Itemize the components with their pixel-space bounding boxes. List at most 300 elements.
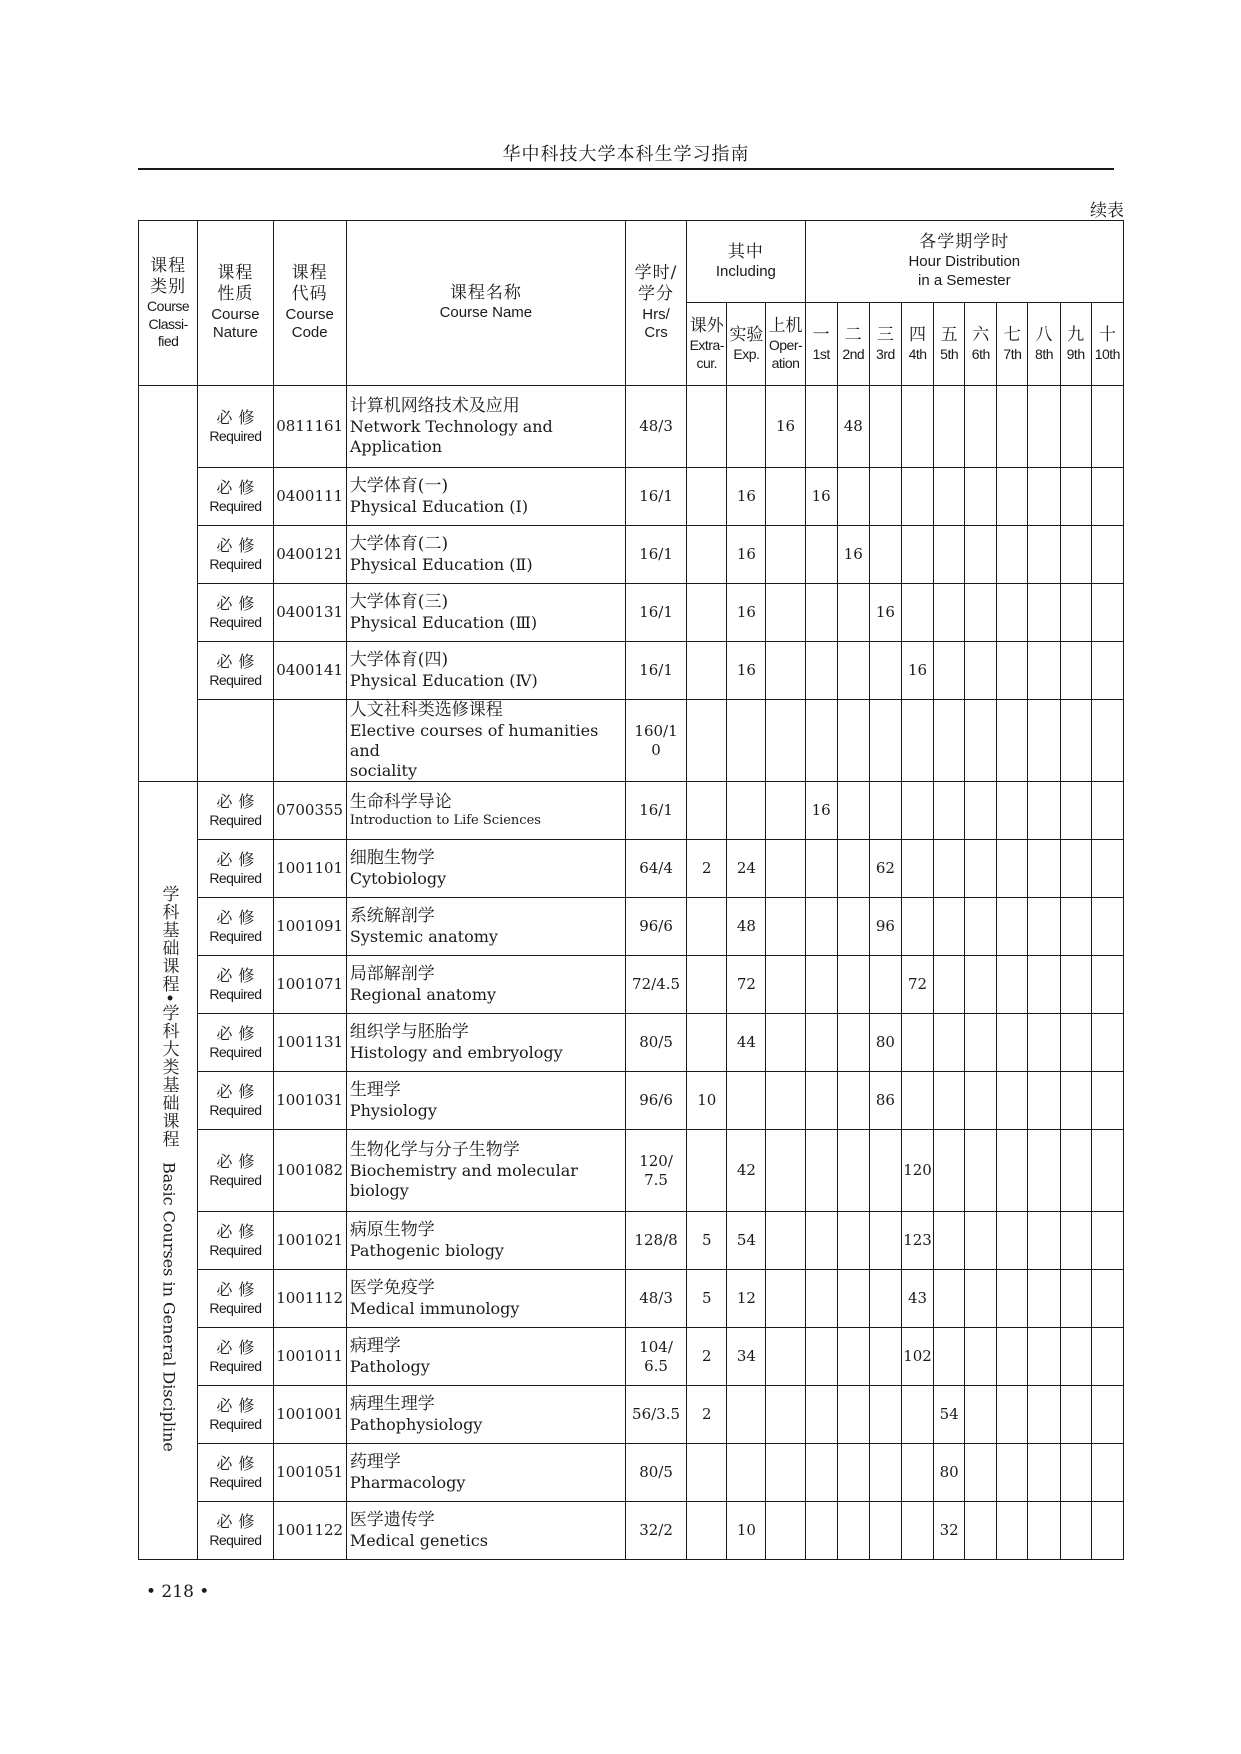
semester-cell — [1028, 642, 1060, 700]
header-semester: 三 3rd — [869, 303, 901, 386]
semester-cell: 32 — [934, 1502, 965, 1560]
nature-cell — [198, 898, 273, 956]
course-name-en-cont: sociality — [349, 761, 417, 781]
hours-cell — [625, 526, 686, 584]
semester-cell — [934, 1270, 965, 1328]
course-name-cell — [346, 898, 625, 956]
semester-cell — [965, 1502, 997, 1560]
code-cell: 1001051 — [273, 1444, 346, 1502]
semester-cell — [965, 782, 997, 840]
header-code: 课程 代码 Course Code — [273, 221, 346, 386]
semester-cell — [997, 1386, 1028, 1444]
semester-cell — [869, 1130, 901, 1212]
nature-en: Required — [209, 1532, 262, 1548]
table-row — [139, 1212, 1124, 1270]
header-rule — [138, 168, 1114, 170]
code-cell: 1001031 — [273, 1072, 346, 1130]
extra-cell: 5 — [687, 1270, 727, 1328]
semester-cell — [1028, 1072, 1060, 1130]
exp-cell — [727, 1444, 766, 1502]
semester-cell — [934, 898, 965, 956]
hours-value: 128/8 — [634, 1231, 678, 1250]
nature-zh: 必修 — [216, 1338, 261, 1357]
course-name-en: Physiology — [349, 1101, 437, 1121]
course-name-zh: 病原生物学 — [349, 1220, 435, 1241]
semester-cell — [1091, 1130, 1123, 1212]
code-cell: 1001091 — [273, 898, 346, 956]
extra-cell: 2 — [687, 1386, 727, 1444]
semester-cell — [869, 1444, 901, 1502]
oper-cell — [766, 1072, 805, 1130]
extra-cell — [687, 526, 727, 584]
exp-cell: 44 — [727, 1014, 766, 1072]
table-row — [139, 840, 1124, 898]
course-name-en: Medical genetics — [349, 1531, 488, 1551]
semester-cell — [869, 1386, 901, 1444]
course-name-cell — [346, 840, 625, 898]
header-oper: 上机 Oper- ation — [766, 303, 805, 386]
nature-en: Required — [209, 1358, 262, 1374]
semester-cell — [965, 700, 997, 782]
course-table — [138, 220, 1124, 1560]
semester-cell — [1028, 1502, 1060, 1560]
semester-cell — [934, 782, 965, 840]
code-cell: 0400131 — [273, 584, 346, 642]
course-name-en: Biochemistry and molecular — [349, 1161, 578, 1181]
nature-zh: 必修 — [216, 850, 261, 869]
semester-cell — [837, 584, 869, 642]
semester-cell — [869, 386, 901, 468]
semester-cell — [837, 1328, 869, 1386]
nature-en: Required — [209, 1102, 262, 1118]
semester-cell — [997, 1328, 1028, 1386]
exp-cell: 10 — [727, 1502, 766, 1560]
course-name-zh: 医学免疫学 — [349, 1278, 435, 1299]
semester-cell: 16 — [869, 584, 901, 642]
nature-zh: 必修 — [216, 1396, 261, 1415]
header-semester: 八 8th — [1028, 303, 1060, 386]
semester-cell — [1060, 1270, 1091, 1328]
semester-cell — [805, 584, 837, 642]
semester-cell — [934, 1014, 965, 1072]
nature-en: Required — [209, 1044, 262, 1060]
course-name-zh: 大学体育(三) — [349, 591, 449, 612]
semester-cell — [805, 1014, 837, 1072]
header-semester: 七 7th — [997, 303, 1028, 386]
semester-cell — [965, 642, 997, 700]
code-cell: 1001131 — [273, 1014, 346, 1072]
exp-cell — [727, 700, 766, 782]
course-name-en: Pathology — [349, 1357, 430, 1377]
code-cell: 0400121 — [273, 526, 346, 584]
hours-value: 72/4.5 — [632, 975, 681, 994]
nature-en: Required — [209, 613, 262, 630]
course-name-en: Physical Education (Ⅳ) — [349, 671, 538, 691]
semester-cell — [901, 1072, 933, 1130]
semester-cell — [1060, 584, 1091, 642]
oper-cell — [766, 526, 805, 584]
semester-cell — [965, 1130, 997, 1212]
course-name-en-cont: biology — [349, 1181, 409, 1201]
nature-zh: 必修 — [216, 1152, 261, 1171]
oper-cell — [766, 700, 805, 782]
semester-cell — [1060, 1072, 1091, 1130]
semester-cell — [901, 1444, 933, 1502]
semester-cell — [805, 526, 837, 584]
course-name-en: Pathogenic biology — [349, 1241, 504, 1261]
semester-cell — [1028, 840, 1060, 898]
table-row — [139, 898, 1124, 956]
semester-cell — [837, 782, 869, 840]
oper-cell — [766, 898, 805, 956]
table-row — [139, 956, 1124, 1014]
semester-cell — [1060, 1014, 1091, 1072]
semester-cell — [869, 782, 901, 840]
table-row — [139, 782, 1124, 840]
semester-cell — [1028, 956, 1060, 1014]
semester-cell — [965, 468, 997, 526]
header-category: 课程 类别 Course Classi- fied — [139, 221, 198, 386]
semester-cell — [837, 468, 869, 526]
semester-cell — [934, 700, 965, 782]
course-name-zh: 大学体育(一) — [349, 475, 449, 496]
exp-cell — [727, 386, 766, 468]
running-head: 华中科技大学本科生学习指南 — [502, 144, 750, 165]
semester-cell — [805, 642, 837, 700]
semester-cell: 123 — [901, 1212, 933, 1270]
hours-value: 16/1 — [639, 801, 673, 820]
table-row — [139, 1130, 1124, 1212]
page-number: • 218 • — [146, 1582, 210, 1602]
semester-cell — [1091, 1014, 1123, 1072]
hours-value: 160/1 — [634, 721, 678, 740]
exp-cell: 24 — [727, 840, 766, 898]
nature-en: Required — [209, 1300, 262, 1316]
header-semester: 四 4th — [901, 303, 933, 386]
nature-en: Required — [209, 928, 262, 944]
semester-cell — [837, 642, 869, 700]
course-name-en: Cytobiology — [349, 869, 447, 889]
semester-cell — [1060, 642, 1091, 700]
nature-cell — [198, 386, 273, 468]
oper-cell — [766, 584, 805, 642]
code-cell: 0811161 — [273, 386, 346, 468]
header-exp: 实验 Exp. — [727, 303, 766, 386]
semester-cell — [997, 584, 1028, 642]
nature-zh: 必修 — [216, 477, 261, 497]
nature-en: Required — [209, 986, 262, 1002]
course-name-en: Regional anatomy — [349, 985, 497, 1005]
semester-cell — [965, 898, 997, 956]
header-nature: 课程 性质 Course Nature — [198, 221, 273, 386]
extra-cell — [687, 584, 727, 642]
oper-cell — [766, 1386, 805, 1444]
nature-en: Required — [209, 555, 262, 572]
extra-cell — [687, 468, 727, 526]
semester-cell — [805, 1130, 837, 1212]
semester-cell — [934, 642, 965, 700]
semester-cell — [965, 526, 997, 584]
course-name-zh: 大学体育(四) — [349, 649, 449, 670]
nature-cell — [198, 642, 273, 700]
semester-cell — [837, 1072, 869, 1130]
hours-value: 96/6 — [639, 1091, 673, 1110]
nature-en: Required — [209, 671, 262, 688]
nature-zh: 必修 — [216, 792, 261, 811]
course-name-en: Physical Education (Ⅲ) — [349, 613, 538, 633]
semester-cell — [901, 1014, 933, 1072]
oper-cell: 16 — [766, 386, 805, 468]
semester-cell — [901, 468, 933, 526]
nature-zh: 必修 — [216, 1454, 261, 1473]
semester-cell — [1091, 468, 1123, 526]
semester-cell: 120 — [901, 1130, 933, 1212]
course-name-cell — [346, 1072, 625, 1130]
course-name-cell — [346, 642, 625, 700]
oper-cell — [766, 1212, 805, 1270]
semester-cell: 80 — [869, 1014, 901, 1072]
header-semester: 九 9th — [1060, 303, 1091, 386]
nature-zh: 必修 — [216, 1222, 261, 1241]
table-body — [139, 386, 1124, 1560]
nature-zh: 必修 — [216, 593, 261, 613]
hours-cell — [625, 782, 686, 840]
semester-cell — [901, 386, 933, 468]
extra-cell — [687, 642, 727, 700]
course-name-zh: 药理学 — [349, 1452, 401, 1473]
hours-value: 80/5 — [639, 1033, 673, 1052]
nature-en: Required — [209, 1474, 262, 1490]
semester-cell — [1091, 526, 1123, 584]
course-name-cell — [346, 1386, 625, 1444]
code-cell — [273, 700, 346, 782]
course-name-cell — [346, 700, 625, 782]
semester-cell — [997, 642, 1028, 700]
hours-cell — [625, 386, 686, 468]
semester-cell — [934, 584, 965, 642]
semester-cell — [934, 1072, 965, 1130]
semester-cell — [837, 1270, 869, 1328]
hours-value: 96/6 — [639, 917, 673, 936]
course-name-zh: 系统解剖学 — [349, 906, 435, 927]
semester-cell — [1060, 700, 1091, 782]
semester-cell — [934, 1130, 965, 1212]
semester-cell — [997, 840, 1028, 898]
semester-cell — [837, 1014, 869, 1072]
semester-cell — [997, 700, 1028, 782]
semester-cell — [1091, 1072, 1123, 1130]
semester-cell: 16 — [837, 526, 869, 584]
nature-cell — [198, 1014, 273, 1072]
nature-cell — [198, 1386, 273, 1444]
semester-cell — [901, 584, 933, 642]
hours-value-cont: 6.5 — [644, 1356, 668, 1375]
oper-cell — [766, 1502, 805, 1560]
nature-cell — [198, 1072, 273, 1130]
table-row — [139, 526, 1124, 584]
semester-cell — [837, 840, 869, 898]
semester-cell — [1028, 898, 1060, 956]
course-name-zh: 医学遗传学 — [349, 1510, 435, 1531]
exp-cell: 16 — [727, 526, 766, 584]
nature-en: Required — [209, 812, 262, 828]
extra-cell — [687, 956, 727, 1014]
semester-cell: 16 — [805, 782, 837, 840]
semester-cell — [837, 956, 869, 1014]
semester-cell — [901, 700, 933, 782]
semester-cell — [997, 1444, 1028, 1502]
extra-cell: 10 — [687, 1072, 727, 1130]
semester-cell — [805, 1212, 837, 1270]
nature-cell — [198, 526, 273, 584]
semester-cell — [1091, 1328, 1123, 1386]
code-cell: 1001071 — [273, 956, 346, 1014]
semester-cell — [934, 468, 965, 526]
hours-value: 80/5 — [639, 1463, 673, 1482]
nature-cell — [198, 1130, 273, 1212]
hours-cell — [625, 642, 686, 700]
semester-cell — [1091, 700, 1123, 782]
semester-cell — [965, 1444, 997, 1502]
exp-cell: 48 — [727, 898, 766, 956]
extra-cell: 5 — [687, 1212, 727, 1270]
nature-en: Required — [209, 427, 262, 444]
course-name-cell — [346, 1502, 625, 1560]
nature-zh: 必修 — [216, 1280, 261, 1299]
semester-cell — [934, 1328, 965, 1386]
exp-cell: 72 — [727, 956, 766, 1014]
semester-cell — [997, 1212, 1028, 1270]
header-semester: 一 1st — [805, 303, 837, 386]
semester-cell — [997, 526, 1028, 584]
semester-cell — [934, 526, 965, 584]
hours-value: 64/4 — [639, 859, 673, 878]
semester-cell — [837, 1502, 869, 1560]
semester-cell — [837, 898, 869, 956]
table-row — [139, 386, 1124, 468]
hours-cell — [625, 1212, 686, 1270]
course-name-cell — [346, 1328, 625, 1386]
nature-zh: 必修 — [216, 908, 261, 927]
semester-cell — [805, 1328, 837, 1386]
semester-cell — [1028, 1386, 1060, 1444]
nature-cell — [198, 956, 273, 1014]
semester-cell — [837, 700, 869, 782]
course-name-en: Network Technology and — [349, 417, 553, 437]
semester-cell — [997, 1502, 1028, 1560]
semester-cell — [1060, 1502, 1091, 1560]
exp-cell: 16 — [727, 468, 766, 526]
semester-cell: 102 — [901, 1328, 933, 1386]
code-cell: 1001021 — [273, 1212, 346, 1270]
code-cell: 1001112 — [273, 1270, 346, 1328]
exp-cell: 16 — [727, 642, 766, 700]
course-name-zh: 局部解剖学 — [349, 964, 435, 985]
semester-cell — [1028, 700, 1060, 782]
semester-cell — [1060, 782, 1091, 840]
table-row — [139, 468, 1124, 526]
hours-cell — [625, 1502, 686, 1560]
code-cell: 1001082 — [273, 1130, 346, 1212]
semester-cell — [1060, 1444, 1091, 1502]
nature-zh: 必修 — [216, 1082, 261, 1101]
semester-cell — [965, 1270, 997, 1328]
category-cell-general — [139, 386, 198, 782]
semester-cell — [934, 386, 965, 468]
header-name: 课程名称 Course Name — [346, 221, 625, 386]
hours-cell — [625, 956, 686, 1014]
hours-value: 48/3 — [639, 1289, 673, 1308]
header-semester: 六 6th — [965, 303, 997, 386]
semester-cell — [997, 468, 1028, 526]
semester-cell — [1091, 1270, 1123, 1328]
table-row — [139, 584, 1124, 642]
course-name-en-cont: Application — [349, 437, 443, 457]
course-name-en: Histology and embryology — [349, 1043, 563, 1063]
nature-zh: 必修 — [216, 651, 261, 671]
header-including: 其中 Including — [687, 221, 805, 303]
continued-label: 续表 — [1090, 201, 1124, 221]
semester-cell — [869, 1212, 901, 1270]
semester-cell: 96 — [869, 898, 901, 956]
course-name-cell — [346, 1212, 625, 1270]
header-distribution: 各学期学时 Hour Distribution in a Semester — [805, 221, 1123, 303]
semester-cell — [965, 386, 997, 468]
oper-cell — [766, 840, 805, 898]
semester-cell — [1028, 386, 1060, 468]
course-name-cell — [346, 584, 625, 642]
oper-cell — [766, 782, 805, 840]
course-name-zh: 细胞生物学 — [349, 848, 435, 869]
table-row — [139, 1014, 1124, 1072]
hours-value-cont: 0 — [651, 740, 661, 759]
semester-cell — [805, 1386, 837, 1444]
category-label — [159, 885, 178, 1452]
oper-cell — [766, 1130, 805, 1212]
semester-cell — [997, 1270, 1028, 1328]
nature-cell — [198, 584, 273, 642]
semester-cell — [1060, 1212, 1091, 1270]
semester-cell — [805, 386, 837, 468]
extra-cell — [687, 898, 727, 956]
semester-cell — [901, 782, 933, 840]
extra-cell — [687, 782, 727, 840]
semester-cell — [805, 1072, 837, 1130]
hours-value: 48/3 — [639, 417, 673, 436]
hours-cell — [625, 898, 686, 956]
code-cell: 0700355 — [273, 782, 346, 840]
semester-cell — [1028, 1014, 1060, 1072]
semester-cell — [1091, 898, 1123, 956]
oper-cell — [766, 956, 805, 1014]
semester-cell — [1028, 526, 1060, 584]
semester-cell: 86 — [869, 1072, 901, 1130]
semester-cell — [1060, 1386, 1091, 1444]
exp-cell — [727, 782, 766, 840]
course-name-cell — [346, 1270, 625, 1328]
semester-cell — [805, 1444, 837, 1502]
hours-value-cont: 7.5 — [644, 1170, 668, 1189]
nature-zh: 必修 — [216, 407, 261, 427]
semester-cell — [869, 956, 901, 1014]
exp-cell — [727, 1386, 766, 1444]
semester-cell — [1028, 782, 1060, 840]
extra-cell — [687, 700, 727, 782]
semester-cell — [997, 956, 1028, 1014]
semester-cell: 48 — [837, 386, 869, 468]
extra-cell: 2 — [687, 1328, 727, 1386]
oper-cell — [766, 1328, 805, 1386]
